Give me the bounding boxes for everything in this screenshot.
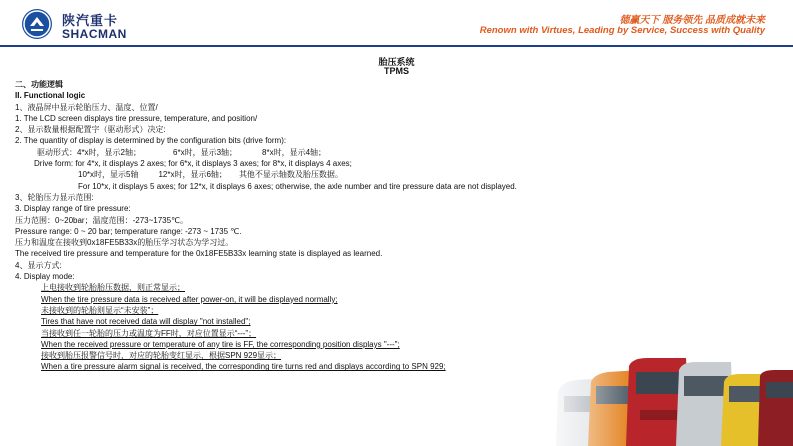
functional-logic-section (15, 79, 785, 373)
mode-4-cn: 接收到胎压报警信号时，对应的轮胎变红显示，根据SPN 929显示； (41, 351, 282, 361)
mode-3-cn: 当接收到任一轮胎的压力或温度为FF时，对应位置显示“---”； (41, 328, 257, 338)
learn-en: The received tire pressure and temperature for the 0x18FE5B33x learning state is displayed as learned. (15, 249, 383, 259)
item-1-en: 1. The LCD screen displays tire pressure, temperature, and position/ (15, 113, 258, 123)
item-3-en: 3. Display range of tire pressure: (15, 204, 131, 214)
drive-form-cn-c: 8*x时，显示4轴； (262, 147, 327, 157)
range-cn: 压力范围：0~20bar；温度范围：-273~1735℃。 (15, 215, 189, 225)
doc-title-en: TPMS (383, 66, 409, 76)
range-en: Pressure range: 0 ~ 20 bar; temperature range: -273 ~ 1735 ℃. (15, 226, 242, 236)
item-1-cn: 1、液晶屏中显示轮胎压力、温度、位置/ (15, 102, 158, 112)
item-2-cn: 2、显示数量根据配置字（驱动形式）决定: (15, 125, 166, 135)
doc-title-cn: 胎压系统 (378, 57, 415, 67)
slogan-en: Renown with Virtues, Leading by Service, Success with Quality (479, 25, 765, 36)
trucks-illustration (536, 352, 793, 446)
mode-3-en: When the received pressure or temperature of any tire is FF, the corresponding position displays "---"; (41, 339, 400, 349)
mode-1-en: When the tire pressure data is received after power-on, it will be displayed normally; (41, 294, 338, 304)
drive-form-cn2-c: 其他不显示轴数及胎压数据。 (238, 170, 343, 180)
item-4-cn: 4、显示方式: (15, 260, 62, 270)
mode-4-en: When a tire pressure alarm signal is received, the corresponding tire turns red and displays according to SPN 929; (41, 362, 446, 372)
brand-name-cn: 陕汽重卡 (62, 13, 119, 28)
drive-form-cn-b: 6*x时，显示3轴； (173, 147, 238, 157)
mode-2-cn: 未接收到的轮胎则显示“未安装”； (41, 305, 159, 315)
item-3-cn: 3、轮胎压力显示范围: (15, 192, 94, 202)
drive-form-cn2-b: 12*x时，显示6轴； (158, 170, 227, 180)
drive-form-cn-2 (15, 169, 785, 180)
drive-form-en: Drive form: for 4*x, it displays 2 axes; for 6*x, it displays 3 axes; for 8*x, it displays 4 axes; (34, 159, 352, 169)
header-divider (0, 45, 793, 47)
drive-form-cn2-a: 10*x时，显示5轴 (78, 170, 139, 180)
learn-cn: 压力和温度在接收到0x18FE5B33x的胎压学习状态为学习过。 (15, 238, 234, 248)
section-heading-cn: 二、功能逻辑 (15, 80, 63, 89)
drive-form-en-2: For 10*x, it displays 5 axes; for 12*x, it displays 6 axes; otherwise, the axle number and tire pressure data are not displayed. (78, 181, 517, 191)
drive-form-cn (15, 147, 785, 158)
section-heading-en: II. Functional logic (15, 91, 86, 101)
header (0, 0, 793, 48)
shacman-logo-icon (22, 9, 52, 39)
item-4-en: 4. Display mode: (15, 272, 75, 282)
logo-mark-icon (22, 9, 52, 39)
slogan-cn: 德赢天下 服务领先 品质成就未来 (619, 15, 765, 26)
mode-2-en: Tires that have not received data will display "not installed"; (41, 317, 251, 327)
item-2-en: 2. The quantity of display is determined by the configuration bits (drive form): (15, 136, 287, 146)
brand-name-en: SHACMAN (62, 27, 127, 41)
drive-form-cn-a: 驱动形式：4*x时，显示2轴； (37, 147, 142, 157)
mode-1-cn: 上电接收到轮胎胎压数据，则正常显示； (41, 283, 185, 293)
